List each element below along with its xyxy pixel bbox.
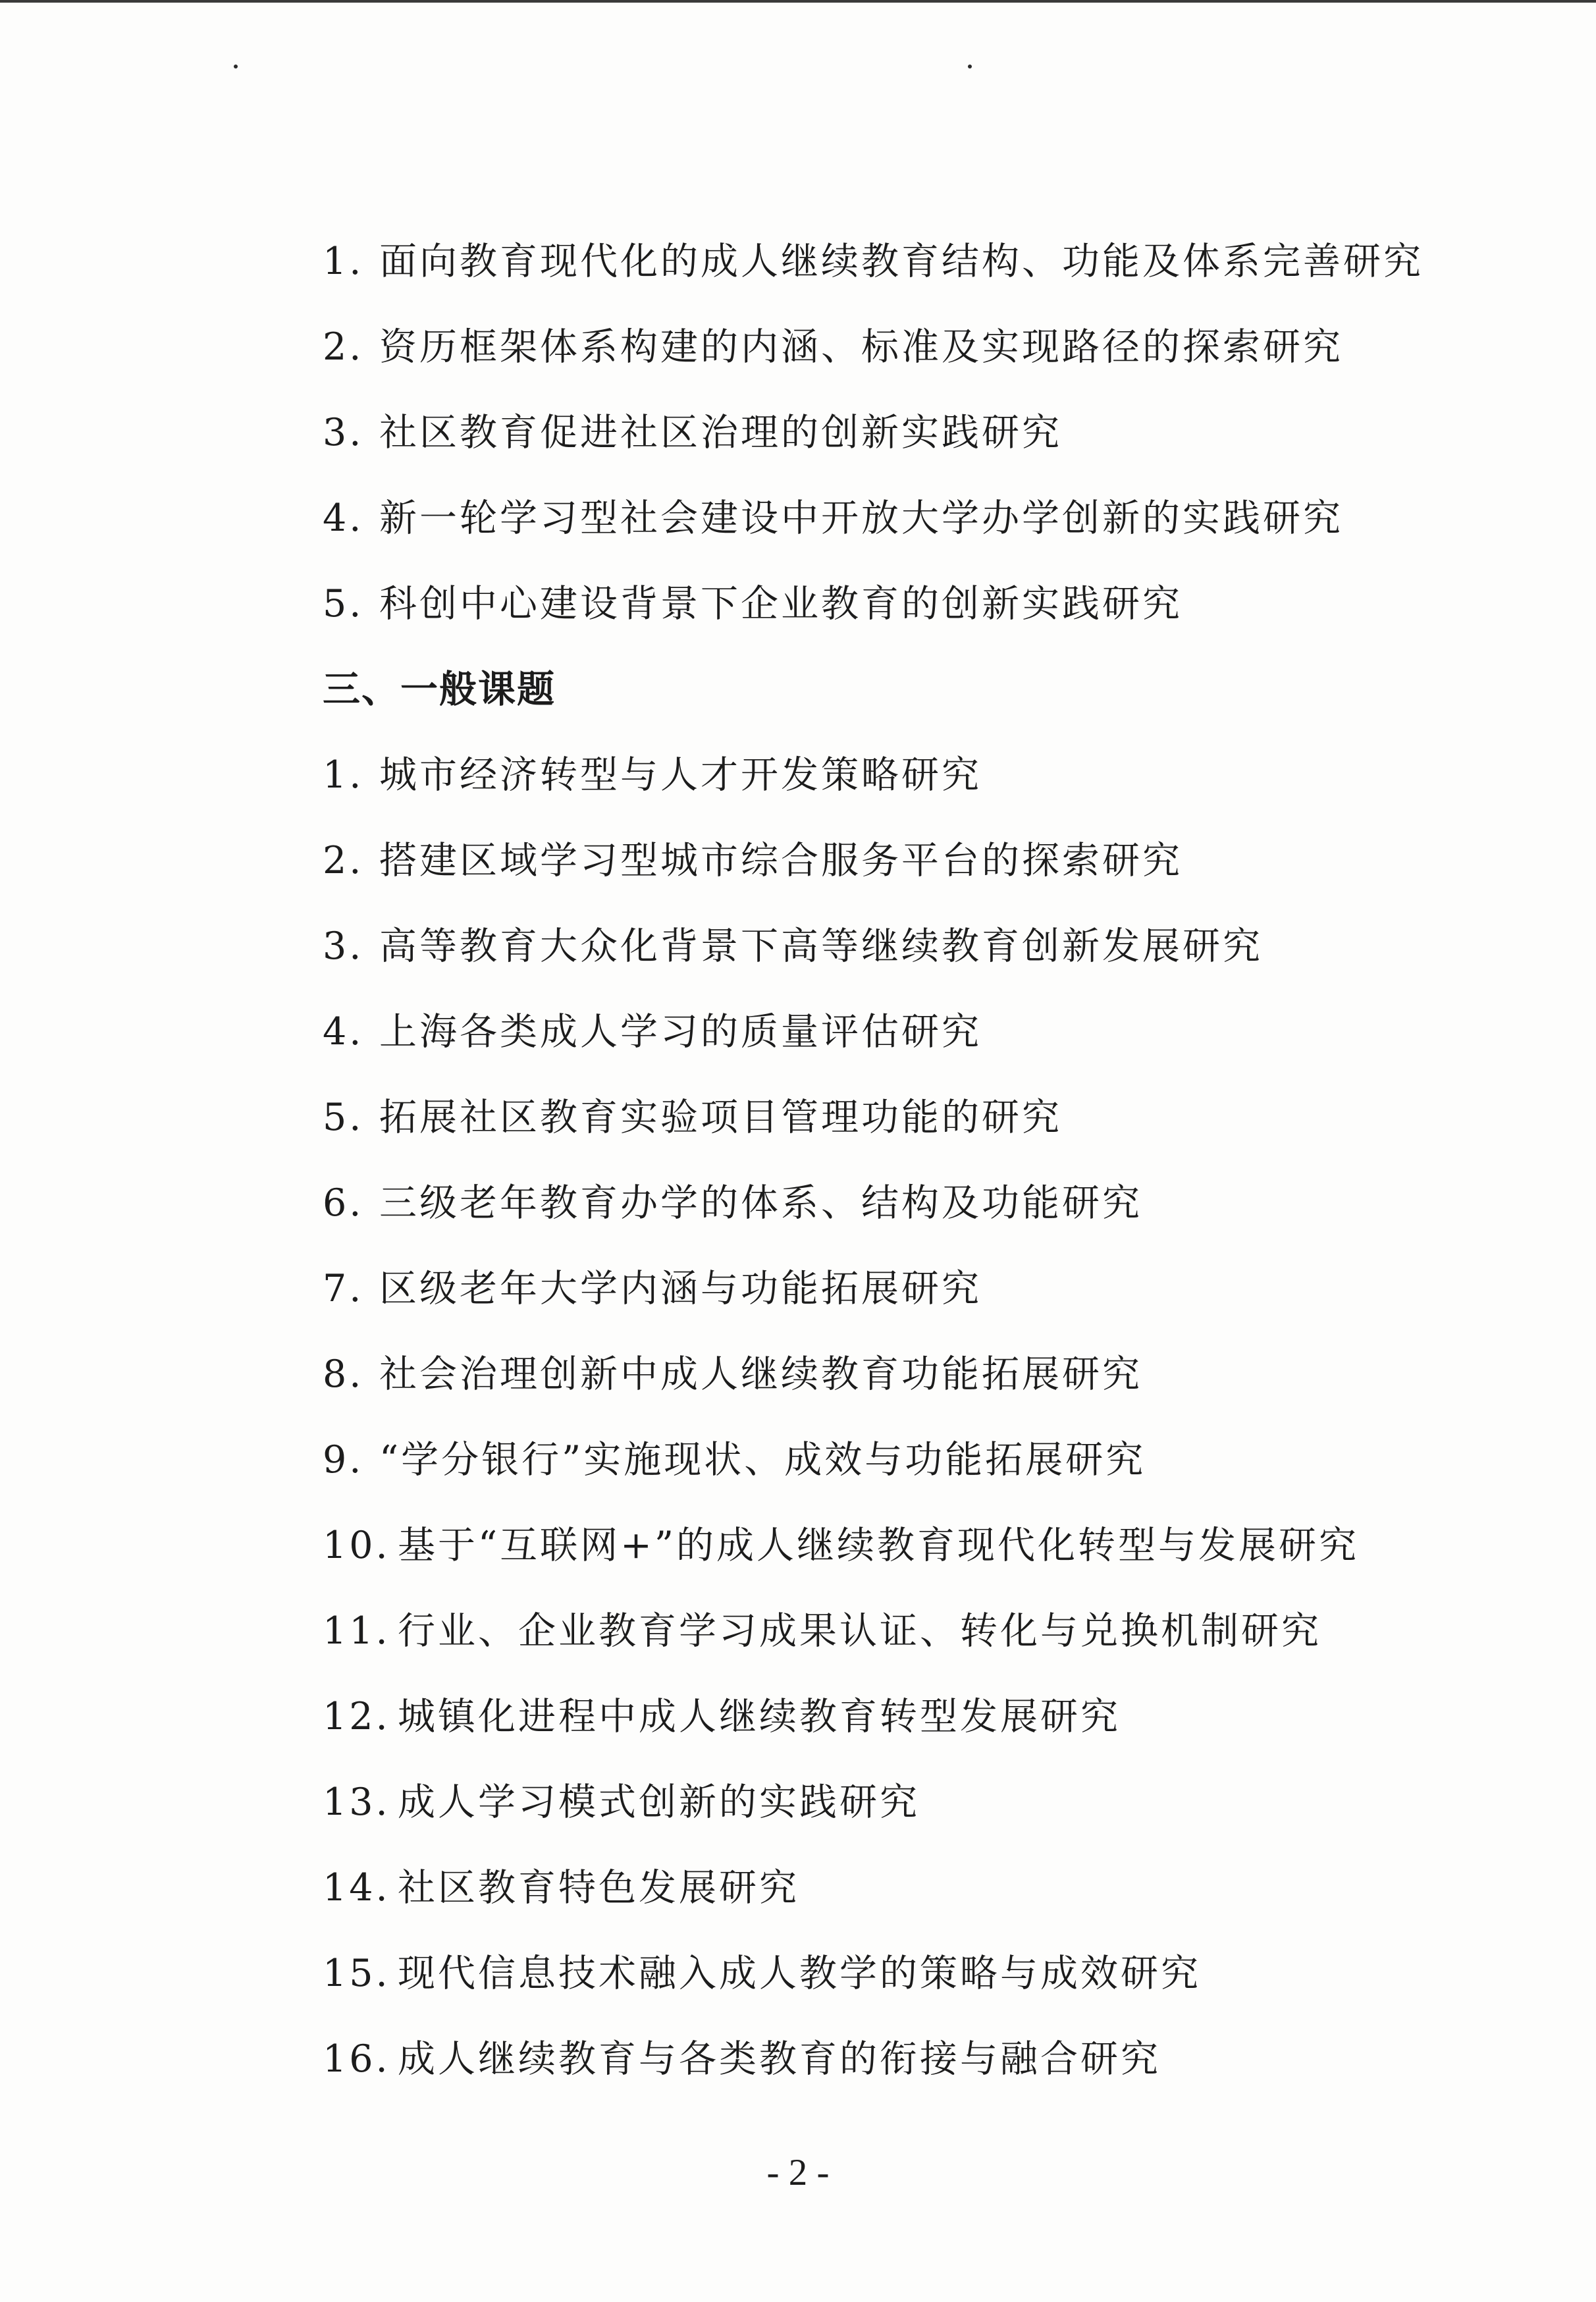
list-item: [323, 917, 1442, 976]
list-item: [323, 489, 1442, 548]
list-item: [323, 1687, 1442, 1746]
item-number: 15.: [323, 1952, 390, 1995]
item-text: 搭建区域学习型城市综合服务平台的探索研究: [379, 839, 1183, 882]
item-text: 社区教育促进社区治理的创新实践研究: [379, 411, 1062, 454]
scan-speck: [234, 65, 238, 68]
item-number: 16.: [323, 2037, 390, 2081]
item-text: 社区教育特色发展研究: [398, 1866, 799, 1910]
list-item: [323, 1088, 1442, 1147]
item-text: 基于“互联网+”的成人继续教育现代化转型与发展研究: [398, 1524, 1360, 1567]
list-item: [323, 745, 1442, 805]
item-number: 7.: [323, 1267, 364, 1310]
item-text: 行业、企业教育学习成果认证、转化与兑换机制研究: [398, 1609, 1321, 1653]
list-item: [323, 317, 1442, 377]
page-number: - 2 -: [766, 2152, 830, 2193]
list-item: [323, 1430, 1442, 1489]
item-text: 高等教育大众化背景下高等继续教育创新发展研究: [379, 924, 1263, 968]
list-item: [323, 1516, 1442, 1575]
list-item: [323, 574, 1442, 633]
item-number: 13.: [323, 1780, 390, 1824]
item-number: 9.: [323, 1438, 364, 1482]
item-text: 三级老年教育办学的体系、结构及功能研究: [379, 1181, 1142, 1225]
item-number: 1.: [323, 240, 364, 283]
item-number: 5.: [323, 582, 364, 626]
scan-top-edge: [0, 0, 1596, 3]
list-item: [323, 1601, 1442, 1661]
item-number: 1.: [323, 753, 364, 797]
list-item: [323, 403, 1442, 462]
list-item: [323, 1773, 1442, 1832]
list-item: [323, 831, 1442, 890]
item-text: 成人学习模式创新的实践研究: [398, 1780, 920, 1824]
item-number: 14.: [323, 1866, 390, 1910]
item-number: 12.: [323, 1695, 390, 1738]
list-item: [323, 1173, 1442, 1233]
list-item: [323, 1259, 1442, 1318]
scan-speck: [968, 65, 972, 68]
item-number: 3.: [323, 411, 364, 454]
item-number: 11.: [323, 1609, 390, 1653]
item-text: 面向教育现代化的成人继续教育结构、功能及体系完善研究: [379, 240, 1423, 283]
item-text: 拓展社区教育实验项目管理功能的研究: [379, 1096, 1062, 1139]
item-text: 成人继续教育与各类教育的衔接与融合研究: [398, 2037, 1161, 2081]
item-number: 4.: [323, 496, 364, 540]
list-item: [323, 1002, 1442, 1061]
list-item: [323, 1858, 1442, 1917]
item-number: 8.: [323, 1352, 364, 1396]
item-text: 科创中心建设背景下企业教育的创新实践研究: [379, 582, 1183, 626]
item-text: 现代信息技术融入成人教学的策略与成效研究: [398, 1952, 1201, 1995]
item-text: 新一轮学习型社会建设中开放大学办学创新的实践研究: [379, 496, 1343, 540]
item-number: 5.: [323, 1096, 364, 1139]
item-text: 资历框架体系构建的内涵、标准及实现路径的探索研究: [379, 325, 1343, 369]
item-text: 城镇化进程中成人继续教育转型发展研究: [398, 1695, 1121, 1738]
section-heading: 三、一般课题: [323, 668, 556, 711]
item-number: 3.: [323, 924, 364, 968]
item-text: 城市经济转型与人才开发策略研究: [379, 753, 982, 797]
item-text: “学分银行”实施现状、成效与功能拓展研究: [379, 1438, 1146, 1482]
item-number: 4.: [323, 1010, 364, 1054]
list-item: [323, 1944, 1442, 2003]
item-number: 6.: [323, 1181, 364, 1225]
list-item: [323, 1345, 1442, 1404]
list-item: [323, 2029, 1442, 2089]
item-text: 社会治理创新中成人继续教育功能拓展研究: [379, 1352, 1142, 1396]
item-text: 区级老年大学内涵与功能拓展研究: [379, 1267, 982, 1310]
item-number: 2.: [323, 839, 364, 882]
item-number: 2.: [323, 325, 364, 369]
list-item: [323, 232, 1442, 291]
item-number: 10.: [323, 1524, 390, 1567]
item-text: 上海各类成人学习的质量评估研究: [379, 1010, 982, 1054]
